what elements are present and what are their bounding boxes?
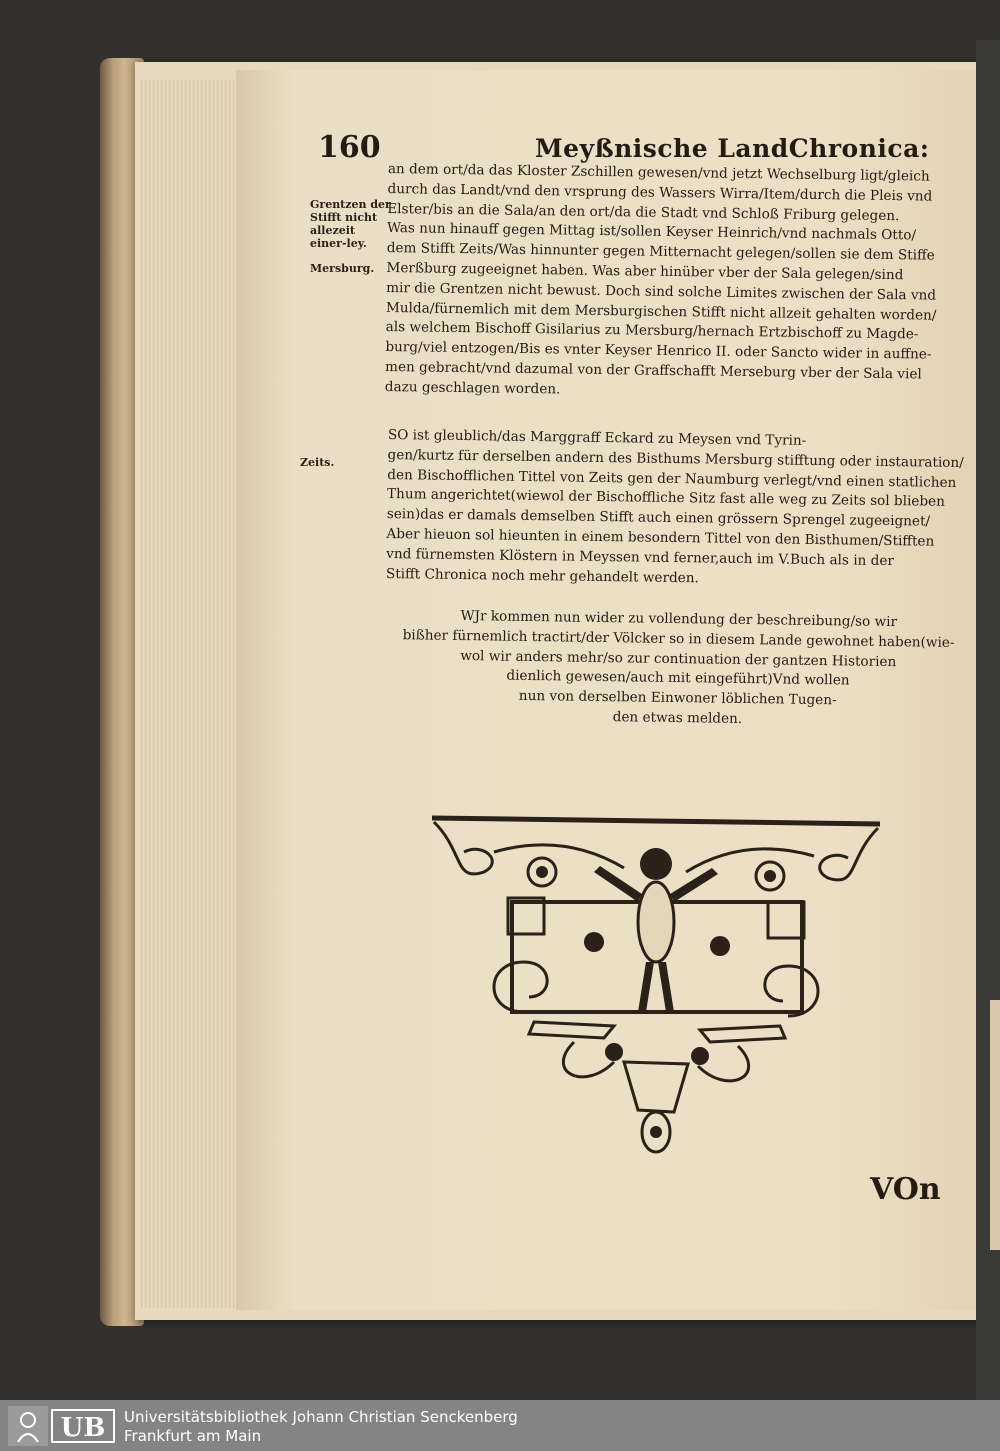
paragraph-boundaries xyxy=(385,160,970,406)
page-edges xyxy=(140,80,238,1308)
catchword: VOn xyxy=(870,1172,941,1207)
text-line: durch das Landt/vnd den vrsprung des Wassers Wirra/Item/durch die Pleis vnd xyxy=(387,180,933,205)
text-line: sein)das er damals demselben Stifft auch einen grössern Sprengel zugeeignet/ xyxy=(386,506,931,530)
text-line: nun von derselben Einwoner löblichen Tugen- xyxy=(518,688,837,709)
running-head: Meyßnische LandChronica: xyxy=(535,134,930,163)
svg-text:UB: UB xyxy=(60,1413,106,1443)
ub-logo-icon xyxy=(8,1406,116,1446)
text-line: den Bischofflichen Tittel von Zeits gen der Naumburg verlegt/vnd einen statlichen xyxy=(387,466,957,491)
text-line: als welchem Bischoff Gisilarius zu Mersburg/hernach Ertzbischoff zu Magde- xyxy=(385,319,919,343)
margin-note-zeits: Zeits. xyxy=(300,456,335,469)
text-line: gen/kurtz für derselben andern des Bisthums Mersburg stifftung oder instauration/ xyxy=(387,446,964,471)
text-line: Aber hieuon sol hieunten in einem besondern Tittel von den Bisthumen/Stifften xyxy=(386,525,935,550)
margin-note-mersburg: Mersburg. xyxy=(310,262,375,275)
text-line: dazu geschlagen worden. xyxy=(384,378,561,398)
library-name: Universitätsbibliothek Johann Christian Senckenberg xyxy=(124,1408,518,1426)
text-line: Was nun hinauff gegen Mittag ist/sollen Keyser Heinrich/vnd nachmals Otto/ xyxy=(386,220,917,244)
text-line: men gebracht/vnd dazumal von der Graffschafft Merseburg vber der Sala viel xyxy=(384,358,922,383)
text-line: an dem ort/da das Kloster Zschillen gewesen/vnd jetzt Wechselburg ligt/gleich xyxy=(387,160,930,185)
page-number: 160 xyxy=(318,130,381,165)
paragraph-conclusion xyxy=(386,606,970,733)
text-line: Mulda/fürnemlich mit dem Mersburgischen Stifft nicht allzeit gehalten worden/ xyxy=(385,299,937,324)
woodcut-ornament xyxy=(424,812,888,1162)
text-line: vnd fürnemsten Klöstern in Meyssen vnd ferner,auch im V.Buch als in der xyxy=(386,545,895,569)
margin-note-grentzen: Grentzen der Stifft nicht allezeit einer-ley. xyxy=(310,198,391,250)
text-line: Merßburg zugeeignet haben. Was aber hinüber vber der Sala gelegen/sind xyxy=(386,259,904,284)
text-line: wol wir anders mehr/so zur continuation der gantzen Historien xyxy=(460,647,897,670)
text-line: den etwas melden. xyxy=(612,709,743,727)
text-line: dem Stifft Zeits/Was hinnunter gegen Mitternacht gelegen/sollen sie dem Stiffe xyxy=(386,240,935,264)
text-line: burg/viel entzogen/Bis es vnter Keyser Henrico II. oder Sancto wider in auffne- xyxy=(385,339,932,363)
text-line: SO ist gleublich/das Marggraff Eckard zu Meysen vnd Tyrin- xyxy=(387,426,807,449)
text-line: bißher fürnemlich tractirt/der Völcker so in diesem Lande gewohnet haben(wie- xyxy=(402,627,955,651)
facing-page-edge xyxy=(976,40,1000,1400)
text-line: Stifft Chronica noch mehr gehandelt werden. xyxy=(385,565,699,586)
text-line: WJr kommen nun wider zu vollendung der beschreibung/so wir xyxy=(460,608,898,631)
text-line: Thum angerichtet(wiewol der Bischoffliche Sitz fast alle weg zu Zeits sol blieben xyxy=(386,486,946,511)
text-line: Elster/bis an die Sala/an den ort/da die Stadt vnd Schloß Friburg gelegen. xyxy=(387,200,900,224)
paragraph-marggraff-eckard xyxy=(386,426,970,592)
text-line: mir die Grentzen nicht bewust. Doch sind solche Limites zwischen der Sala vnd xyxy=(386,279,937,304)
text-line: dienlich gewesen/auch mit eingeführt)Vnd wollen xyxy=(506,668,850,689)
library-location: Frankfurt am Main xyxy=(124,1427,262,1445)
library-footer xyxy=(0,1400,1000,1451)
